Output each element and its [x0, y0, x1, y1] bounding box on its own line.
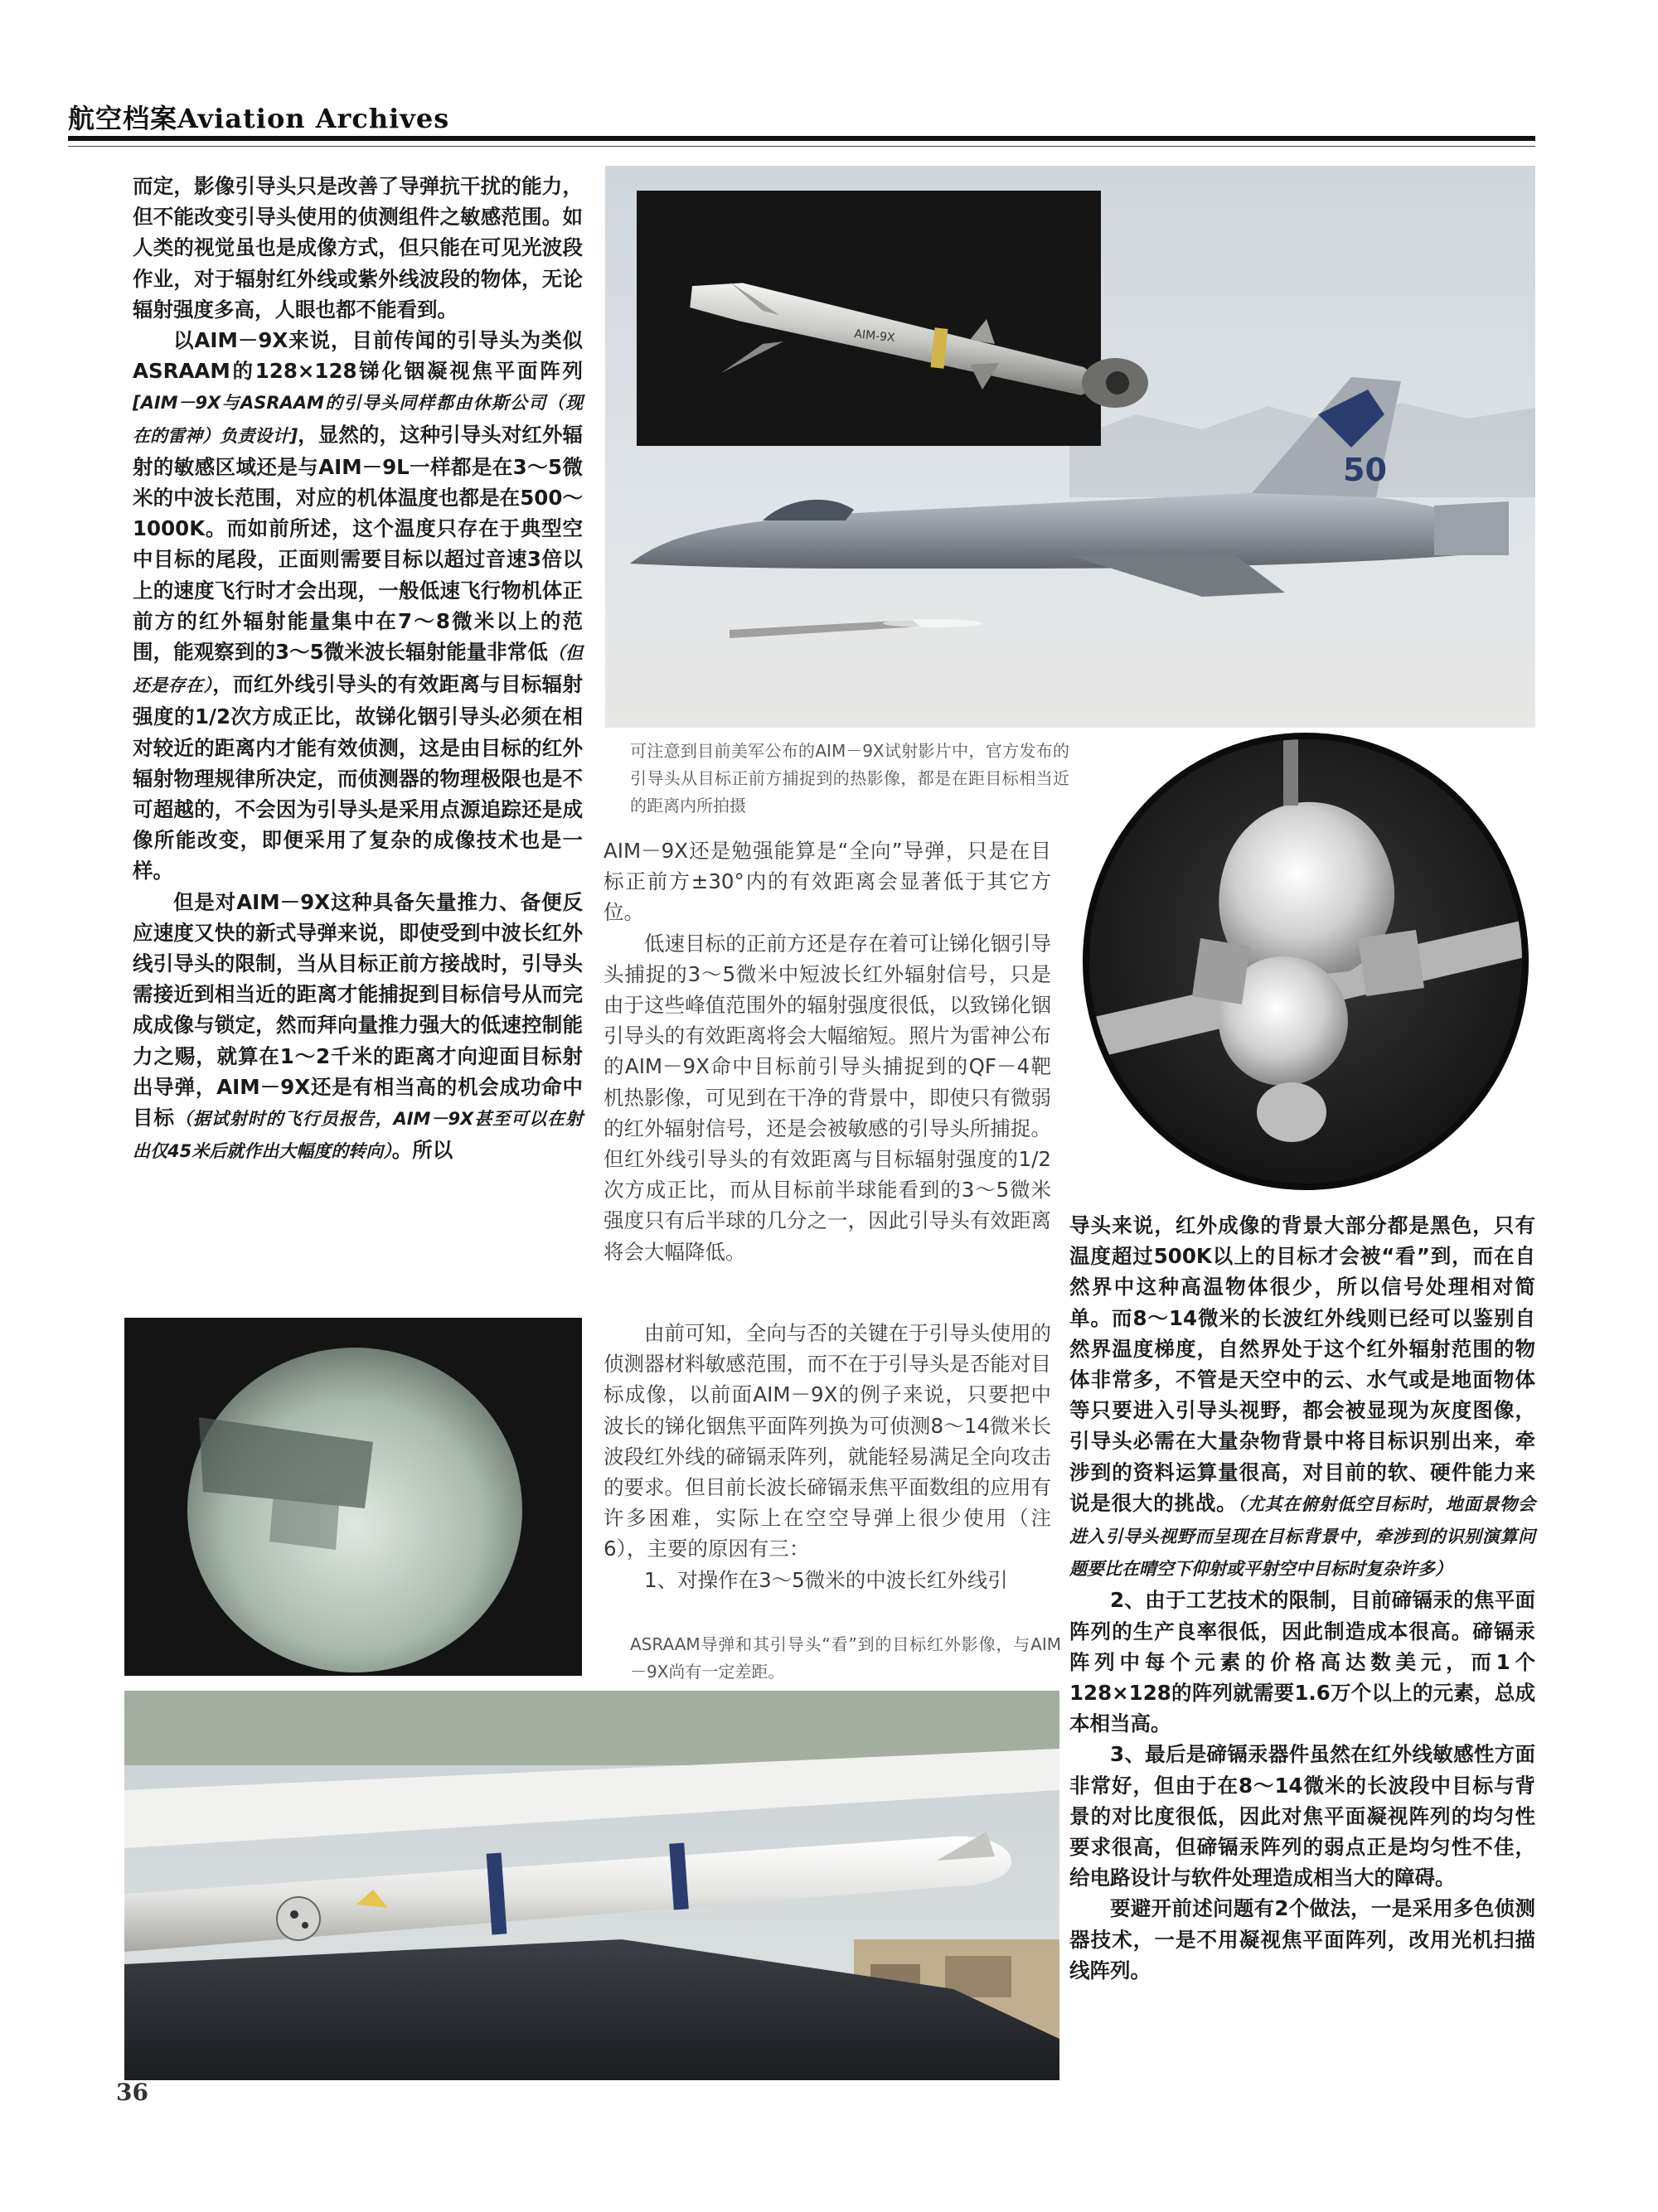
paragraph: AIM－9X还是勉强能算是“全向”导弹，只是在目标正前方±30°内的有效距离会显著低于其它方位。: [604, 839, 1051, 925]
photo-asraam-seeker-view: [124, 1318, 582, 1676]
missile-marking: AIM-9X: [853, 327, 896, 346]
article-column-right: [1069, 1210, 1535, 1986]
page-number: 36: [116, 2079, 148, 2106]
asraam-illustration: [124, 1691, 1059, 2080]
photo-thermal-circle: [1076, 731, 1535, 1192]
paragraph: 2、由于工艺技术的限制，目前碲镉汞的焦平面阵列的生产良率很低，因此制造成本很高。碲镉汞阵列中每个元素的价格高达数美元，而1个128×128的阵列就需要1.6万个以上的元素，总成本相当高。: [1069, 1588, 1535, 1736]
note: （但还是存在）: [133, 643, 584, 696]
tail-number: 50: [1343, 452, 1387, 488]
paragraph: 3、最后是碲镉汞器件虽然在红外线敏感性方面非常好，但由于在8～14微米的长波段中目标与背景的对比度很低，因此对焦平面凝视阵列的均匀性要求很高，但碲镉汞阵列的弱点正是均匀性不佳，给电路设计与软件处理造成相当大的障碍。: [1069, 1742, 1535, 1890]
header-rule: [68, 136, 1535, 141]
photo-missile-and-jet: [605, 166, 1535, 728]
paragraph: 1、对操作在3～5微米的中波长红外线引: [644, 1567, 1008, 1592]
paragraph: 低速目标的正前方还是存在着可让锑化铟引导头捕捉的3～5微米中短波长红外辐射信号，只是由于这些峰值范围外的辐射强度很低，以致锑化铟引导头的有效距离将会大幅缩短。照片为雷神公布的AIM－9X命中目标前引导头捕捉到的QF－4靶机热影像，可见到在干净的背景中，即使只有微弱的红外辐射信号，还是会被敏感的引导头所捕捉。但红外线引导头的有效距离与目标辐射强度的1/2次方成正比，而从目标前半球能看到的3～5微米强度只有后半球的几分之一，因此引导头有效距离将会大幅降低。: [604, 931, 1051, 1264]
paragraph: [1069, 1210, 1535, 1585]
paragraph: 要避开前述问题有2个做法，一是采用多色侦测器技术，一是不用凝视焦平面阵列，改用光机扫描线阵列。: [1069, 1896, 1535, 1982]
article-column-middle-upper: [604, 835, 1051, 1267]
text: ，显然的，这种引导头对红外辐射的敏感区域还是与AIM－9L一样都是在3～5微米的中波长范围，对应的机体温度也都是在500～1000K。而如前所述，这个温度只存在于典型空中目标的尾段，正面则需要目标以超过音速3倍以上的速度飞行时才会出现，一般低速飞行物机体正前方的红外辐射能量集中在7～8微米以上的范围，能观察到的3～5微米波长辐射能量非常低: [133, 422, 584, 665]
paragraph: [133, 887, 583, 1168]
photo-caption-asraam: ASRAAM导弹和其引导头“看”到的目标红外影像，与AIM－9X尚有一定差距。: [630, 1634, 1061, 1682]
thermal-image-illustration: [1076, 731, 1535, 1192]
header-rule-thin: [68, 146, 1535, 147]
magazine-header-title: 航空档案Aviation Archives: [68, 103, 450, 134]
paragraph: [133, 325, 583, 887]
text: 导头来说，红外成像的背景大部分都是黑色，只有温度超过500K以上的目标才会被“看”到，而在自然界中这种高温物体很少，所以信号处理相对简单。而8～14微米的长波红外线则已经可以鉴别自然界温度梯度，自然界处于这个红外辐射范围的物体非常多，不管是天空中的云、水气或是地面物体等只要进入引导头视野，都会被显现为灰度图像，引导头必需在大量杂物背景中将目标识别出来，牵涉到的资料运算量很高，对目前的软、硬件能力来说是很大的挑战。: [1069, 1213, 1535, 1515]
text: 但是对AIM－9X这种具备矢量推力、备便反应速度又快的新式导弹来说，即使受到中波长红外线引导头的限制，当从目标正前方接战时，引导头需接近到相当近的距离才能捕捉到目标信号从而完成成像与锁定，然而拜向量推力强大的低速控制能力之赐，就算在1～2千米的距离才向迎面目标射出导弹，AIM－9X还是有相当高的机会成功命中目标: [133, 889, 583, 1130]
missile-jet-illustration: [605, 166, 1535, 728]
photo-asraam-on-wing: [124, 1691, 1059, 2080]
article-column-middle-lower: [604, 1318, 1051, 1595]
text: 以AIM－9X来说，目前传闻的引导头为类似ASRAAM的128×128锑化铟凝视焦平面阵列: [133, 328, 583, 384]
note: [AIM－9X与ASRAAM的引导头同样都由休斯公司（现在的雷神）负责设计]: [133, 393, 583, 446]
text: ，而红外线引导头的有效距离与目标辐射强度的1/2次方成正比，故锑化铟引导头必须在相对较近的距离内才能有效侦测，这是由目标的红外辐射物理规律所决定，而侦测器的物理极限也是不可超越的，不会因为引导头是采用点源追踪还是成像所能改变，即便采用了复杂的成像技术也是一样。: [133, 672, 584, 883]
text: 。所以: [391, 1138, 453, 1163]
photo-caption-thermal: 可注意到目前美军公布的AIM－9X试射影片中，官方发布的引导头从目标正前方捕捉到的热影像，都是在距目标相当近的距离内所拍摄: [630, 741, 1069, 816]
seeker-view-illustration: [124, 1318, 582, 1676]
note: （尤其在俯射低空目标时，地面景物会进入引导头视野而呈现在目标背景中，牵涉到的识别演算问题要比在晴空下仰射或平射空中目标时复杂许多）: [1069, 1493, 1535, 1580]
paragraph: 而定，影像引导头只是改善了导弹抗干扰的能力，但不能改变引导头使用的侦测组件之敏感范围。如人类的视觉虽也是成像方式，但只能在可见光波段作业，对于辐射红外线或紫外线波段的物体，无论辐射强度多高，人眼也都不能看到。: [133, 174, 583, 322]
paragraph: 由前可知，全向与否的关键在于引导头使用的侦测器材料敏感范围，而不在于引导头是否能对目标成像，以前面AIM－9X的例子来说，只要把中波长的锑化铟焦平面阵列换为可侦测8～14微米长波段红外线的碲镉汞阵列，就能轻易满足全向攻击的要求。但目前长波长碲镉汞焦平面数组的应用有许多困难，实际上在空空导弹上很少使用（注6），主要的原因有三：: [604, 1321, 1051, 1561]
note: （据试射时的飞行员报告，AIM－9X甚至可以在射出仅45米后就作出大幅度的转向）: [133, 1109, 584, 1162]
article-column-left: [133, 171, 583, 1168]
